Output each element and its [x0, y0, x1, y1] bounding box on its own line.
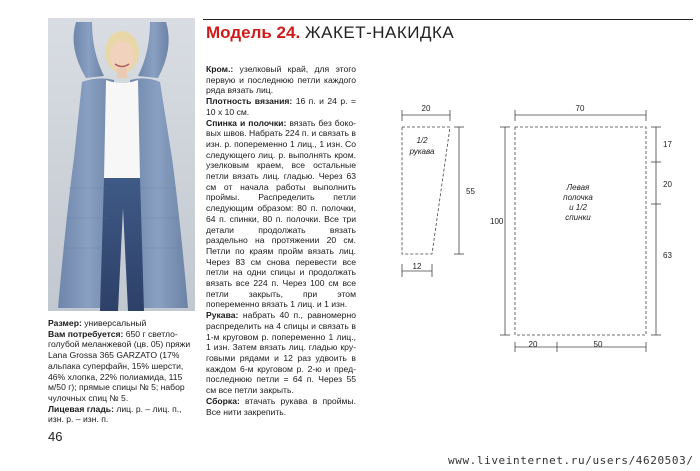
- body-label-2: полочка: [563, 193, 593, 202]
- fronts-paragraph: [206, 118, 356, 311]
- stitch-paragraph: [48, 404, 196, 425]
- body-label-1: Левая: [566, 183, 590, 192]
- body-width-dim: 70: [575, 104, 585, 113]
- assembly-label: Сборка:: [206, 395, 240, 406]
- title-separator: .: [295, 23, 301, 42]
- body-label-4: спинки: [565, 213, 591, 222]
- size-label: Размер:: [48, 318, 82, 328]
- sleeve-bottom-dim: 12: [412, 262, 422, 271]
- assembly-paragraph: [206, 396, 356, 417]
- sleeves-label: Рукава:: [206, 310, 239, 321]
- garment-name: ЖАКЕТ-НАКИДКА: [304, 23, 455, 42]
- density-label: Плотность вязания:: [206, 96, 293, 107]
- size-text: универсальный: [81, 318, 147, 328]
- density-text: 16 п. и 24 р. = 10 х 10 см.: [206, 96, 356, 117]
- sleeve-label-1: 1/2: [416, 136, 428, 145]
- body-shape: [515, 127, 646, 335]
- bottom-front-dim: 20: [528, 340, 538, 349]
- sleeves-paragraph: [206, 310, 356, 396]
- size-paragraph: [48, 318, 196, 329]
- title-rule: [203, 19, 693, 20]
- model-photo: [48, 18, 195, 311]
- needs-text: 650 г светло-голубой меланжевой (цв. 05) пряжи Lana Grossa 365 GARZATO (17% альпака суперфайн, 15% шерсти, 46% хлопка, 22% полиамида, 115 м/50 г); прямые спицы № 5; набор чулочных спиц № 5.: [48, 328, 191, 403]
- model-number: Модель 24: [206, 23, 296, 42]
- fronts-text: вязать без боковых швов. Набрать 224 п. и связать в изн. р. попеременно 1 лиц., 1 изн. Со следующего лиц. р. выполнять кром. узелковым краем, все остальные петли вязать лиц. гладью. Через 63 см от начала работы выполнить проймы. Распределить петли следующим образом: 80 п. полочки, 64 п. спинки, 80 п. полочки. Все три детали продолжать вязать раздельно на протяжении 20 см. Петли по краям пройм вязать лиц. Через 83 см снова перевести все петли на одни спицы и продолжать вязать все 224 п. Через 100 см все петли закрыть, при этом попеременно вязать 1 лиц. и 1 изн.: [206, 117, 356, 310]
- fronts-label: Спинка и полочки:: [206, 117, 287, 128]
- krom-label: Кром.:: [206, 64, 234, 74]
- stitch-label: Лицевая гладь:: [48, 403, 114, 414]
- schematic-diagram: [380, 96, 700, 356]
- instructions-column: [206, 64, 356, 417]
- materials-column: [48, 318, 196, 425]
- bottom-back-dim: 50: [593, 340, 603, 349]
- body-height-dim: 100: [490, 217, 504, 226]
- stitch-text: лиц. р. – лиц. п., изн. р. – изн. п.: [48, 403, 182, 425]
- sleeve-length-dim: 55: [466, 187, 475, 196]
- page-number: 46: [48, 429, 63, 444]
- armhole-top-dim: 17: [663, 140, 672, 149]
- assembly-text: втачать рукава в проймы. Все нити закрепить.: [206, 395, 356, 417]
- needs-label: Вам потребуется:: [48, 328, 124, 339]
- sleeve-label-2: рукава: [409, 147, 435, 156]
- sleeves-text: набрать 40 п., равномерно распределить на 4 спицы и связать в 1-м круговом р. попеременно 1 лиц., 1 изн. Затем вязать лиц. гладью круговыми рядами и 12 раз удвоить в каждом 6-м круговом р. 2-ю и предпоследнюю петли = 64 п. Через 55 см все петли закрыть.: [206, 310, 356, 396]
- sleeve-top-dim: 20: [421, 104, 431, 113]
- krom-text: узелковый край, для этого первую и последнюю петли каждого ряда вязать лиц.: [206, 64, 356, 96]
- page-title: [206, 23, 454, 43]
- below-armhole-dim: 63: [663, 251, 672, 260]
- krom-paragraph: [206, 64, 356, 96]
- watermark-url: www.liveinternet.ru/users/4620503/: [448, 454, 694, 467]
- body-label-3: и 1/2: [569, 203, 587, 212]
- armhole-depth-dim: 20: [663, 180, 672, 189]
- density-paragraph: [206, 96, 356, 117]
- needs-paragraph: [48, 329, 196, 404]
